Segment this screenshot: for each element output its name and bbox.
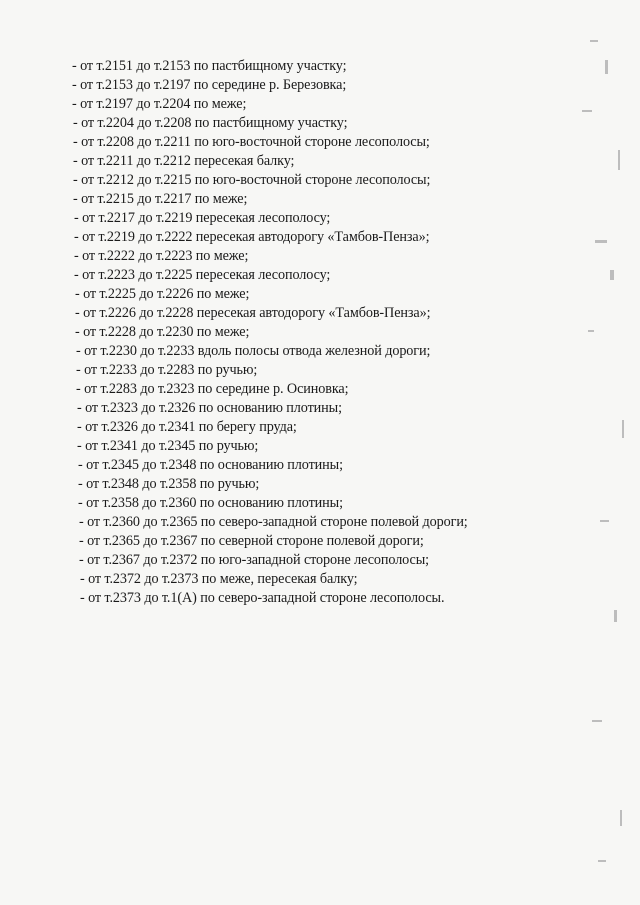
list-item: - от т.2283 до т.2323 по середине р. Осиновка; — [76, 381, 349, 397]
list-item: - от т.2365 до т.2367 по северной стороне полевой дороги; — [79, 533, 424, 549]
list-item: - от т.2222 до т.2223 по меже; — [74, 248, 249, 264]
list-item: - от т.2326 до т.2341 по берегу пруда; — [77, 419, 297, 435]
list-item: - от т.2208 до т.2211 по юго-восточной стороне лесополосы; — [73, 134, 430, 150]
list-item: - от т.2225 до т.2226 по меже; — [75, 286, 250, 302]
list-item: - от т.2372 до т.2373 по меже, пересекая балку; — [80, 571, 358, 587]
list-item: - от т.2230 до т.2233 вдоль полосы отвода железной дороги; — [76, 343, 431, 359]
list-item: - от т.2358 до т.2360 по основанию плотины; — [78, 495, 343, 511]
list-item: - от т.2323 до т.2326 по основанию плотины; — [77, 400, 342, 416]
scan-speck — [590, 40, 598, 42]
list-item: - от т.2204 до т.2208 по пастбищному участку; — [73, 115, 348, 131]
scan-edge-noise — [570, 0, 640, 905]
list-item: - от т.2341 до т.2345 по ручью; — [77, 438, 259, 454]
list-item: - от т.2223 до т.2225 пересекая лесополосу; — [74, 267, 331, 283]
list-item: - от т.2212 до т.2215 по юго-восточной стороне лесополосы; — [73, 172, 431, 188]
scan-speck — [592, 720, 602, 722]
list-item: - от т.2153 до т.2197 по середине р. Березовка; — [72, 77, 347, 93]
list-item: - от т.2151 до т.2153 по пастбищному участку; — [72, 58, 347, 74]
scan-speck — [595, 240, 607, 243]
list-item: - от т.2211 до т.2212 пересекая балку; — [73, 153, 295, 169]
list-item: - от т.2373 до т.1(А) по северо-западной стороне лесополосы. — [80, 590, 445, 606]
list-item: - от т.2219 до т.2222 пересекая автодорогу «Тамбов-Пенза»; — [74, 229, 430, 245]
list-item: - от т.2228 до т.2230 по меже; — [75, 324, 250, 340]
list-item: - от т.2215 до т.2217 по меже; — [73, 191, 248, 207]
list-item: - от т.2233 до т.2283 по ручью; — [76, 362, 258, 378]
list-item: - от т.2348 до т.2358 по ручью; — [78, 476, 260, 492]
list-item: - от т.2197 до т.2204 по меже; — [72, 96, 247, 112]
scan-speck — [620, 810, 622, 826]
scan-speck — [618, 150, 620, 170]
list-item: - от т.2226 до т.2228 пересекая автодорогу «Тамбов-Пенза»; — [75, 305, 431, 321]
list-item: - от т.2345 до т.2348 по основанию плотины; — [78, 457, 343, 473]
list-item: - от т.2360 до т.2365 по северо-западной стороне полевой дороги; — [79, 514, 468, 530]
list-item: - от т.2367 до т.2372 по юго-западной стороне лесополосы; — [79, 552, 429, 568]
boundary-description-list — [72, 57, 542, 608]
scan-speck — [614, 610, 617, 622]
list-item: - от т.2217 до т.2219 пересекая лесополосу; — [74, 210, 331, 226]
scan-speck — [600, 520, 609, 522]
scan-speck — [622, 420, 624, 438]
scan-speck — [605, 60, 608, 74]
scan-speck — [582, 110, 592, 112]
scan-speck — [610, 270, 614, 280]
scan-speck — [598, 860, 606, 862]
scan-speck — [588, 330, 594, 332]
